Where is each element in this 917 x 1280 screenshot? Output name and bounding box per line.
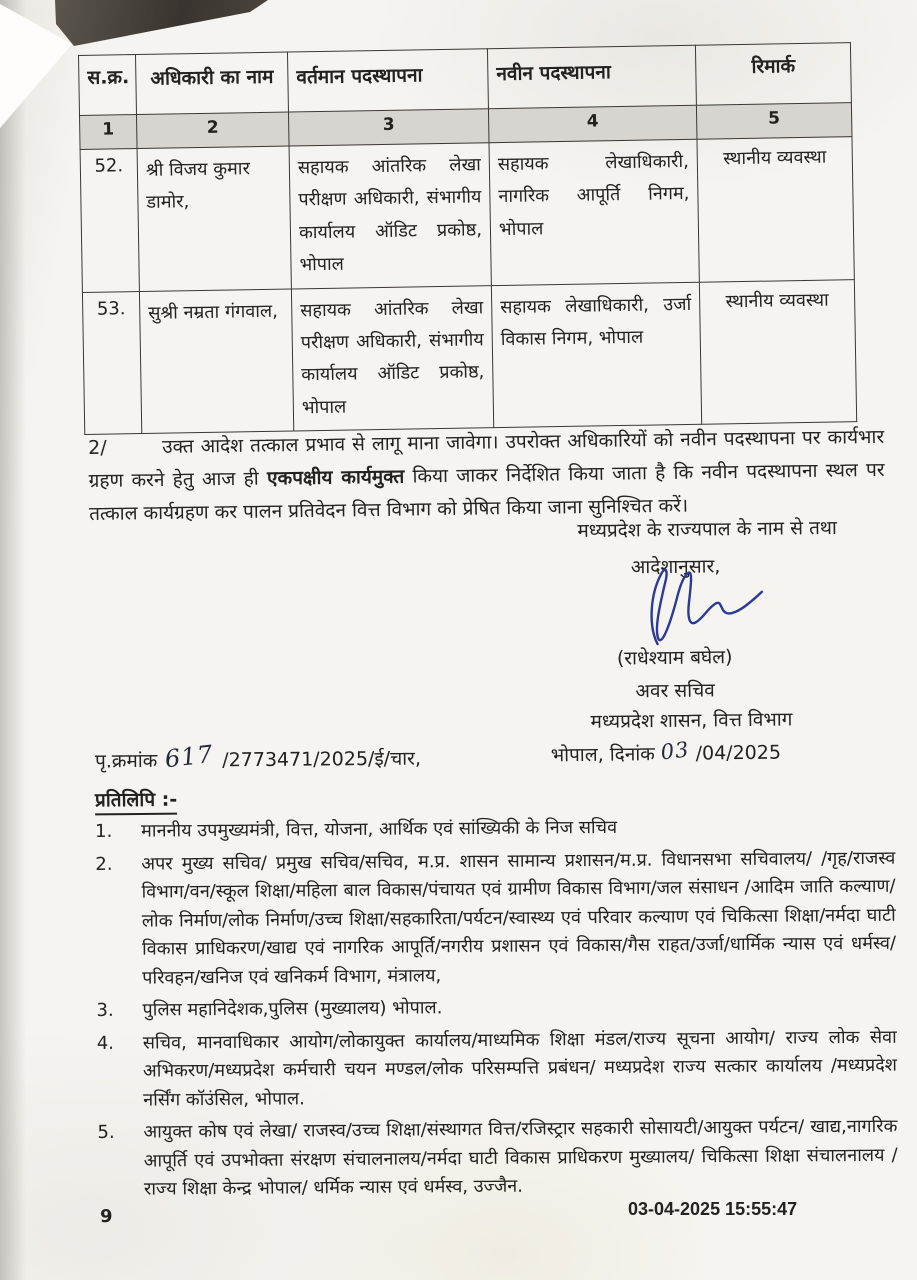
paragraph-text-after: किया जाकर निर्देशित किया जाता है कि नवीन पदस्थापना स्थल पर तत्काल कार्यग्रहण कर पालन प्रतिवेदन वित्त विभाग को प्रेषित किया जाना सुनिश्चित करें। — [88, 458, 885, 525]
item-text: अपर मुख्य सचिव/ प्रमुख सचिव/सचिव, म.प्र. शासन सामान्य प्रशासन/म.प्र. विधानसभा सचिवालय/ /गृह/राजस्व विभाग/वन/स्कूल शिक्षा/महिला बाल विकास/पंचायत एवं ग्रामीण विकास विभाग/जल संसाधन /आदिम जाति कल्याण/लोक निर्माण/लोक निर्माण/उच्च शिक्षा/सहकारिता/पर्यटन/स्वास्थ्य एवं परिवार कल्याण एवं चिकित्सा शिक्षा/नर्मदा घाटी विकास प्राधिकरण/खाद्य एवं नागरिक आपूर्ति/नगरीय प्रशासन एवं विकास/गैस राहत/उर्जा/धार्मिक न्यास एवं धर्मस्व/परिवहन/खनिज एवं खनिकर्म विभाग, मंत्रालय, — [141, 847, 897, 989]
cell-current-posting: सहायक आंतरिक लेखा परीक्षण अधिकारी, संभागीय कार्यालय ऑडिट प्रकोष्ठ, भोपाल — [291, 285, 493, 431]
transfer-table-container — [78, 42, 856, 435]
place-date-line — [463, 738, 869, 769]
item-text: पुलिस महानिदेशक,पुलिस (मुख्यालय) भोपाल. — [142, 997, 443, 1021]
cell-new-posting: सहायक लेखाधिकारी, उर्जा विकास निगम, भोपाल — [491, 282, 701, 428]
header-serial: स.क्र. — [79, 55, 137, 116]
paragraph-bold-phrase: एकपक्षीय कार्यमुक्त — [266, 465, 405, 490]
handwritten-ref-number: 617 — [163, 739, 216, 774]
item-number: 2. — [95, 853, 113, 875]
copy-list — [95, 812, 898, 1209]
ref-number-line — [94, 739, 422, 774]
signatory-department: मध्यप्रदेश शासन, वित्त विभाग — [590, 708, 793, 733]
cell-new-posting: सहायक लेखाधिकारी, नागरिक आपूर्ति निगम, भोपाल — [489, 139, 699, 285]
paragraph-marker: 2/ — [88, 436, 107, 459]
cell-officer-name: सुश्री नम्रता गंगवाल, — [139, 289, 293, 434]
signatory-designation: अवर सचिव — [635, 679, 715, 703]
column-number: 4 — [488, 105, 697, 142]
column-number: 3 — [288, 109, 489, 146]
table-row — [80, 137, 854, 292]
in-the-name-of-governor-line: मध्यप्रदेश के राज्यपाल के नाम से तथा — [577, 516, 838, 543]
column-number: 5 — [696, 103, 852, 140]
cell-serial: 53. — [82, 291, 141, 434]
place-date-prefix: भोपाल, दिनांक — [550, 743, 655, 767]
item-number: 1. — [95, 820, 113, 842]
item-text: सचिव, मानवाधिकार आयोग/लोकायुक्त कार्यालय/माध्यमिक शिक्षा मंडल/राज्य सूचना आयोग/ राज्य लोक सेवा अभिकरण/मध्यप्रदेश कर्मचारी चयन मण्डल/लोक परिसम्पत्ति प्रबंधन/ मध्यप्रदेश राज्य सत्कार कार्यालय /मध्यप्रदेश नर्सिंग कॉउंसिल, भोपाल. — [142, 1026, 898, 1111]
as-ordered-line: आदेशानुसार, — [630, 555, 721, 579]
scan-left-edge-shadow — [0, 0, 26, 1280]
item-number: 5. — [97, 1121, 115, 1143]
ref-prefix: पृ.क्रमांक — [94, 749, 158, 773]
item-text: आयुक्त कोष एवं लेखा/ राजस्व/उच्च शिक्षा/संस्थागत वित्त/रजिस्ट्रार सहकारी सोसायटी/आयुक्त पर्यटन/ खाद्य,नागरिक आपूर्ति एवं उपभोक्ता संरक्षण संचालनालय/नर्मदा घाटी विकास प्राधिकरण मुख्यालय/ चिकित्सा शिक्षा संचालनालय / राज्य शिक्षा केन्द्र भोपाल/ धर्मिक न्यास एवं धर्मस्व, उज्जैन. — [143, 1115, 898, 1200]
signature-ink — [619, 562, 790, 652]
column-number: 1 — [80, 115, 138, 150]
table-row — [82, 279, 856, 434]
list-item — [95, 812, 895, 847]
cell-remark: स्थानीय व्यवस्था — [697, 137, 854, 282]
cell-remark: स्थानीय व्यवस्था — [699, 279, 856, 424]
list-item — [96, 991, 896, 1026]
header-new-posting: नवीन पदस्थापना — [487, 45, 696, 108]
ref-number: /2773471/2025/ई/चार, — [222, 747, 422, 772]
date-suffix: /04/2025 — [695, 741, 782, 765]
handwritten-day: 03 — [659, 737, 691, 765]
item-text: माननीय उपमुख्यमंत्री, वित्त, योजना, आर्थिक एवं सांख्यिकी के निज सचिव — [141, 816, 618, 842]
header-officer-name: अधिकारी का नाम — [136, 52, 289, 115]
paragraph-text-before: उक्त आदेश तत्काल प्रभाव से लागू माना जावेगा। उपरोक्त अधिकारियों को नवीन पदस्थापना पर कार्यभार ग्रहण करने हेतु आज ही — [88, 425, 885, 492]
cell-officer-name: श्री विजय कुमार डामोर, — [137, 146, 291, 291]
header-remark: रिमार्क — [695, 43, 851, 106]
cell-serial: 52. — [80, 149, 139, 292]
item-number: 4. — [96, 1032, 115, 1054]
header-current-posting: वर्तमान पदस्थापना — [287, 49, 488, 112]
list-item — [97, 1023, 898, 1115]
print-timestamp: 03-04-2025 15:55:47 — [628, 1199, 798, 1219]
signatory-name: (राधेश्याम बघेल) — [616, 646, 733, 670]
cell-current-posting: सहायक आंतरिक लेखा परीक्षण अधिकारी, संभागीय कार्यालय ऑडिट प्रकोष्ठ, भोपाल — [289, 143, 491, 289]
transfer-table — [78, 42, 857, 435]
column-number: 2 — [136, 112, 289, 149]
list-item — [97, 1113, 898, 1205]
copy-heading: प्रतिलिपि :- — [95, 786, 177, 816]
list-item — [95, 844, 896, 993]
item-number: 3. — [96, 999, 114, 1021]
page-number: 9 — [100, 1206, 113, 1227]
